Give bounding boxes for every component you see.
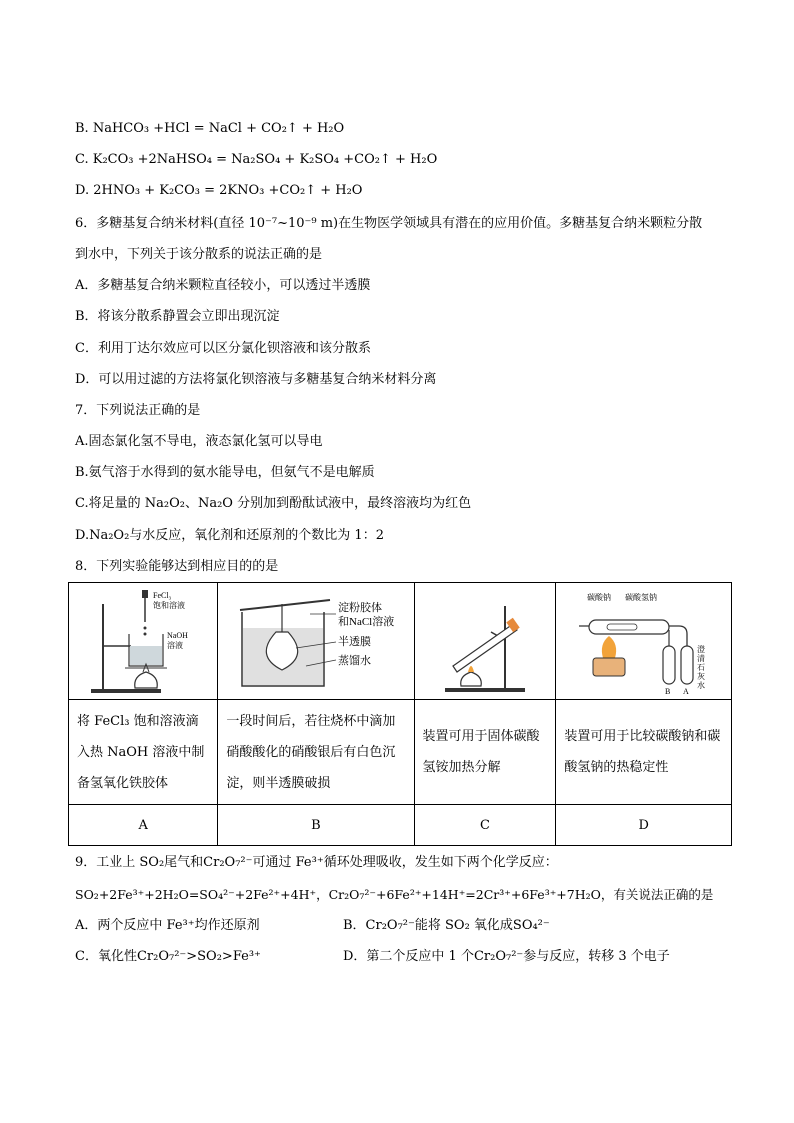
cell-c-description: 装置可用于固体碳酸氢铵加热分解 [414, 700, 556, 805]
fig-d-label-nahco3: 碳酸氢钠 [624, 593, 657, 602]
option-label-c: C [414, 805, 556, 846]
fig-a-label-fecl3: FeCl₃ [153, 591, 172, 600]
q9-option-a: A．两个反应中 Fe³⁺均作还原剂 [75, 918, 260, 933]
fecl3-dropper-apparatus-figure [83, 586, 203, 696]
fig-d-label-limewater-2: 清 [696, 654, 705, 663]
fig-d-label-limewater-1: 澄 [696, 645, 705, 654]
fig-a-label-naoh: NaOH [167, 631, 189, 640]
fig-d-label-na2co3: 碳酸钠 [586, 593, 611, 602]
fig-a-label-saturated: 饱和溶液 [153, 601, 186, 610]
cell-d-description: 装置可用于比较碳酸钠和碳酸氢钠的热稳定性 [556, 700, 732, 805]
q7-option-b: B.氨气溶于水得到的氨水能导电，但氨气不是电解质 [75, 465, 375, 480]
q9-options-row1 [75, 916, 735, 936]
q6-option-c: C．利用丁达尔效应可以区分氯化钡溶液和该分散系 [75, 341, 371, 356]
fig-d-label-limewater-5: 水 [696, 681, 705, 690]
q6-stem-line2: 到水中，下列关于该分散系的说法正确的是 [75, 247, 323, 262]
fig-a-label-solution: 溶液 [167, 641, 184, 650]
dialysis-beaker-figure [226, 586, 406, 696]
option-b-equation: B. NaHCO₃ +HCl = NaCl + CO₂↑ + H₂O [75, 121, 345, 136]
q9-stem-line1: 9．工业上 SO₂尾气和Cr₂O₇²⁻可通过 Fe³⁺循环处理吸收，发生如下两个化学反应： [75, 855, 558, 870]
fig-d-label-limewater-3: 石 [696, 663, 705, 672]
q6-option-a: A．多糖基复合纳米颗粒直径较小，可以透过半透膜 [75, 278, 371, 293]
option-label-b: B [218, 805, 414, 846]
figure-d-cell [556, 583, 732, 700]
q8-stem: 8．下列实验能够达到相应目的的是 [75, 559, 279, 574]
fig-d-label-limewater-4: 灰 [696, 672, 705, 681]
fig-d-label-tube-b: B [664, 687, 671, 696]
cell-a-description: 将 FeCl₃ 饱和溶液滴入热 NaOH 溶液中制备氢氧化铁胶体 [69, 700, 218, 805]
q6-option-d: D．可以用过滤的方法将氯化钡溶液与多糖基复合纳米材料分离 [75, 372, 437, 387]
option-label-d: D [556, 805, 732, 846]
q9-option-b: B．Cr₂O₇²⁻能将 SO₂ 氧化成SO₄²⁻ [343, 918, 550, 933]
figure-a-cell [69, 583, 218, 700]
fig-b-label-starch-colloid: 淀粉胶体 [337, 602, 382, 614]
fig-b-label-distilled-water: 蒸馏水 [337, 655, 371, 667]
cell-b-description: 一段时间后，若往烧杯中滴加硝酸酸化的硝酸银后有白色沉淀，则半透膜破损 [218, 700, 414, 805]
fig-b-label-nacl: 和NaCl溶液 [337, 616, 395, 628]
q6-option-b: B．将该分散系静置会立即出现沉淀 [75, 309, 280, 324]
q6-stem-line1: 6．多糖基复合纳米材料(直径 10⁻⁷~10⁻⁹ m)在生物医学领域具有潜在的应用价值。多糖基复合纳米颗粒分散 [75, 216, 703, 231]
q9-stem-line2: SO₂+2Fe³⁺+2H₂O=SO₄²⁻+2Fe²⁺+4H⁺，Cr₂O₇²⁻+6Fe²⁺+14H⁺=2Cr³⁺+6Fe³⁺+7H₂O，有关说法正确的是 [75, 887, 714, 902]
q7-option-a: A.固态氯化氢不导电，液态氯化氢可以导电 [75, 434, 323, 449]
option-label-a: A [69, 805, 218, 846]
q9-option-c: C．氧化性Cr₂O₇²⁻>SO₂>Fe³⁺ [75, 949, 261, 964]
option-c-equation: C. K₂CO₃ +2NaHSO₄ = Na₂SO₄ + K₂SO₄ +CO₂↑ + H₂O [75, 152, 438, 167]
thermal-stability-apparatus-figure [569, 586, 719, 696]
figure-b-cell [218, 583, 414, 700]
experiment-table [68, 582, 732, 846]
q7-stem: 7．下列说法正确的是 [75, 403, 201, 418]
fig-b-label-membrane: 半透膜 [337, 636, 371, 648]
fig-d-label-tube-a: A [682, 687, 689, 696]
q9-option-d: D．第二个反应中 1 个Cr₂O₇²⁻参与反应，转移 3 个电子 [343, 949, 670, 964]
test-tube-heating-figure [425, 586, 545, 696]
q7-option-d: D.Na₂O₂与水反应，氧化剂和还原剂的个数比为 1：2 [75, 528, 384, 543]
option-d-equation: D. 2HNO₃ + K₂CO₃ = 2KNO₃ +CO₂↑ + H₂O [75, 183, 363, 198]
q9-options-row2 [75, 947, 735, 967]
q7-option-c: C.将足量的 Na₂O₂、Na₂O 分别加到酚酞试液中，最终溶液均为红色 [75, 496, 472, 511]
figure-c-cell [414, 583, 556, 700]
